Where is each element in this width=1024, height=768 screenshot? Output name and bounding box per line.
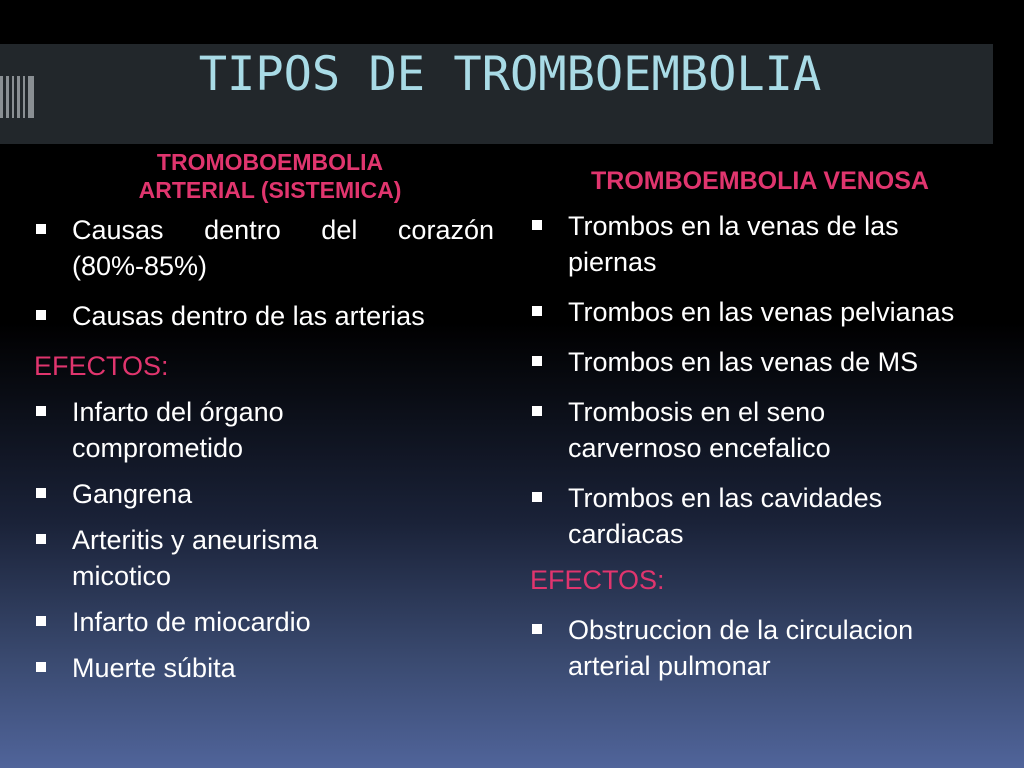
list-item-text: Trombos en la venas de las piernas (568, 211, 899, 277)
list-item (34, 522, 494, 594)
list-item-text: Trombos en las venas de MS (568, 347, 919, 377)
list-item-text: Trombos en las cavidades cardiacas (568, 483, 883, 549)
square-bullet-icon (532, 306, 542, 316)
square-bullet-icon (532, 356, 542, 366)
arterial-heading-line1: TROMOBOEMBOLIA (156, 149, 384, 175)
effects-label: EFECTOS: (530, 565, 665, 595)
square-bullet-icon (532, 624, 542, 634)
list-item (530, 294, 1020, 330)
square-bullet-icon (36, 616, 46, 626)
square-bullet-icon (532, 220, 542, 230)
square-bullet-icon (36, 488, 46, 498)
venous-heading: TROMBOEMBOLIA VENOSA (591, 167, 929, 195)
square-bullet-icon (532, 406, 542, 416)
list-item (34, 212, 494, 284)
list-item (34, 394, 494, 466)
square-bullet-icon (532, 492, 542, 502)
square-bullet-icon (36, 534, 46, 544)
square-bullet-icon (36, 310, 46, 320)
square-bullet-icon (36, 406, 46, 416)
arterial-heading-line2: ARTERIAL (SISTEMICA) (138, 177, 402, 203)
list-item-text: Causas dentro de las arterias (72, 301, 425, 331)
list-item (530, 480, 1020, 552)
venous-list (530, 208, 1020, 684)
square-bullet-icon (36, 224, 46, 234)
square-bullet-icon (36, 662, 46, 672)
arterial-heading (70, 148, 470, 204)
slide-title: TIPOS DE TROMBOEMBOLIA (198, 47, 822, 102)
arterial-list (34, 212, 494, 686)
list-item-text: Gangrena (72, 479, 193, 509)
list-item (530, 344, 1020, 380)
list-item-text: Causas dentro del corazón (80%-85%) (72, 215, 494, 281)
list-item-text: Infarto de miocardio (72, 607, 311, 637)
list-item (530, 612, 1020, 684)
list-item (34, 476, 494, 512)
list-item-text: Trombos en las venas pelvianas (568, 297, 955, 327)
list-item (34, 650, 494, 686)
list-item (530, 208, 1020, 280)
effects-label: EFECTOS: (34, 351, 169, 381)
list-item (530, 394, 1020, 466)
list-item-text: Muerte súbita (72, 653, 236, 683)
list-item-text: Trombosis en el seno carvernoso encefalico (568, 397, 831, 463)
list-item-text: Obstruccion de la circulacion arterial pulmonar (568, 615, 914, 681)
title-stripes-decoration (0, 76, 34, 118)
list-item (34, 298, 494, 334)
list-item (34, 604, 494, 640)
list-item-text: Arteritis y aneurisma micotico (72, 525, 319, 591)
list-item-text: Infarto del órgano comprometido (72, 397, 284, 463)
